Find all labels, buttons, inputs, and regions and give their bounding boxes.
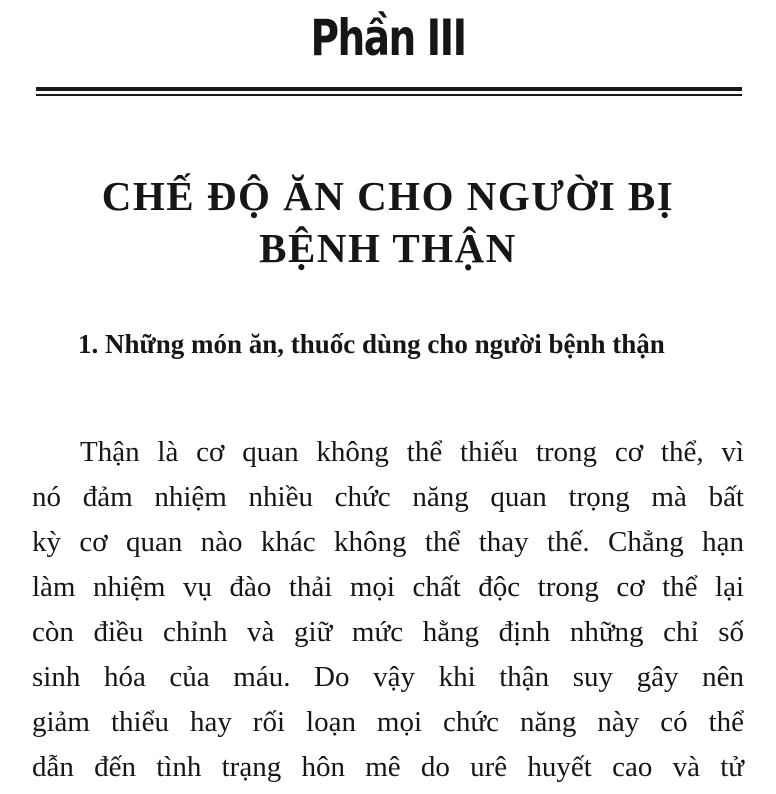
header-rule-thin [36,94,742,96]
paragraph-line: còn điều chỉnh và giữ mức hằng định những chỉ số [32,616,744,648]
paragraph-line: sinh hóa của máu. Do vậy khi thận suy gây nên [32,661,744,693]
paragraph-line: nó đảm nhiệm nhiều chức năng quan trọng mà bất [32,481,744,513]
paragraph-line: giảm thiểu hay rối loạn mọi chức năng này có thể [32,706,744,738]
part-title: Phần III [310,9,466,67]
chapter-title-line: CHẾ ĐỘ ĂN CHO NGƯỜI BỊ [101,173,675,219]
chapter-title [30,170,746,274]
chapter-title-line: BỆNH THẬN [259,225,517,271]
body-paragraph [32,430,744,790]
paragraph-line: dẫn đến tình trạng hôn mê do urê huyết cao và tử [32,751,744,783]
section-heading: 1. Những món ăn, thuốc dùng cho người bệnh thận [78,329,665,359]
header-rule-thick [36,87,742,91]
paragraph-line: kỳ cơ quan nào khác không thể thay thế. Chẳng hạn [32,526,744,558]
paragraph-line: làm nhiệm vụ đào thải mọi chất độc trong cơ thể lại [32,571,744,603]
paragraph-line: Thận là cơ quan không thể thiếu trong cơ thể, vì [80,436,744,468]
